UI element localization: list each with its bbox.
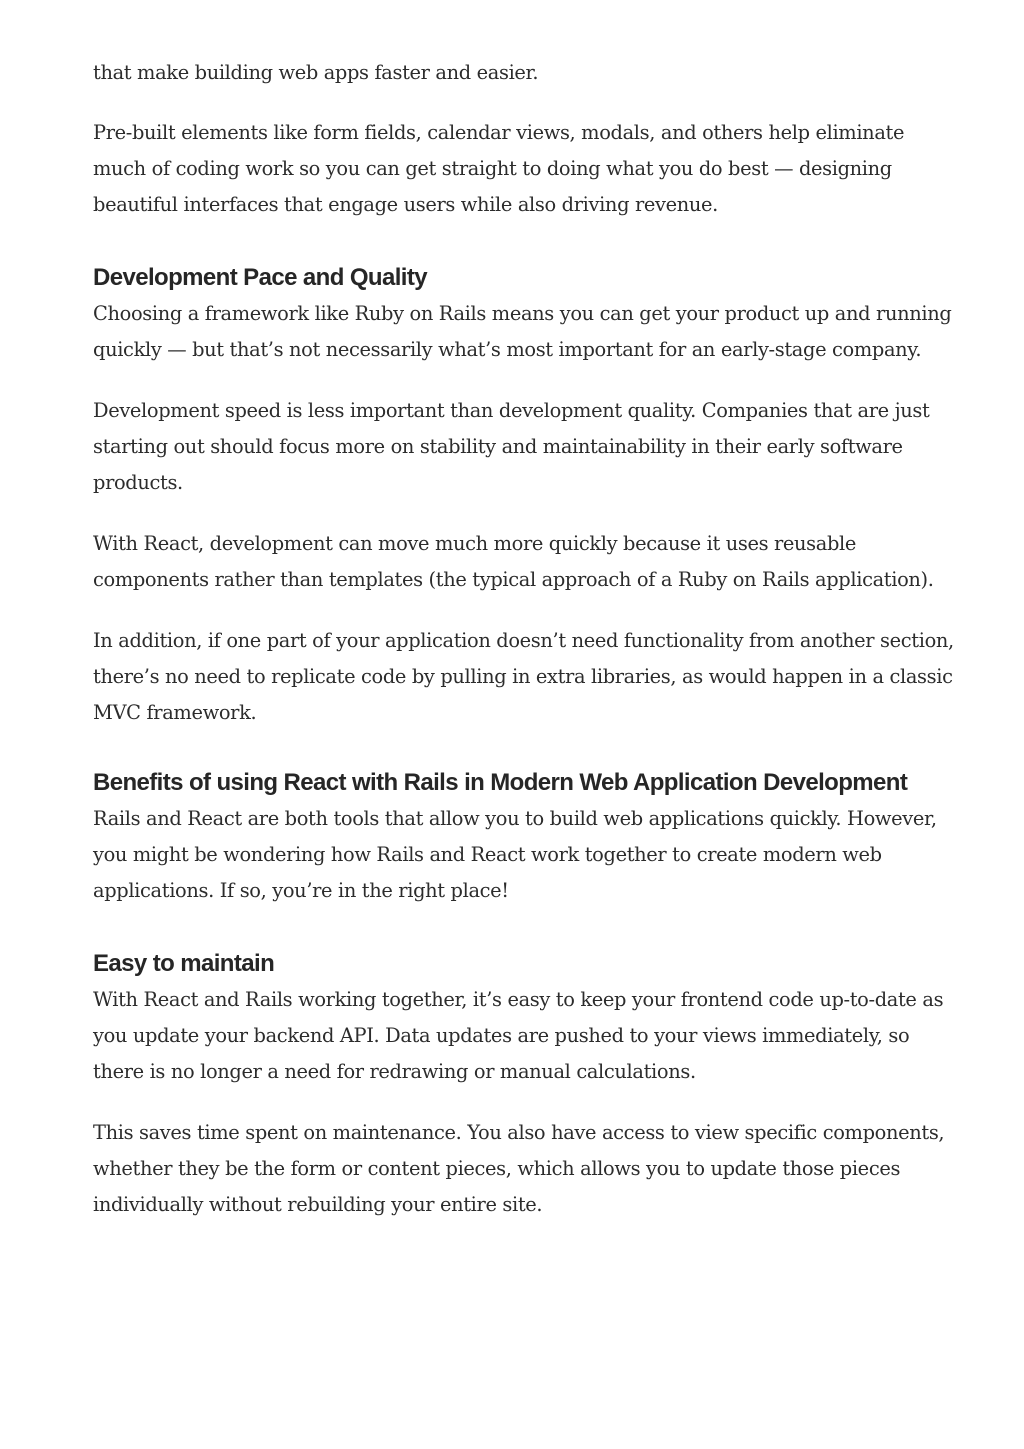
paragraph-pace-2: Development speed is less important than development quality. Companies that are just starting out should focus more on stability and maintainability in their early software products.: [93, 399, 930, 494]
article-body: [93, 55, 961, 1248]
paragraph-pace-1: Choosing a framework like Ruby on Rails means you can get your product up and running quickly — but that’s not necessarily what’s most important for an early-stage company.: [93, 302, 952, 361]
paragraph-pace-3: With React, development can move much more quickly because it uses reusable components rather than templates (the typical approach of a Ruby on Rails application).: [93, 532, 934, 591]
paragraph-maintain-1: With React and Rails working together, it’s easy to keep your frontend code up-to-date as you update your backend API. Data updates are pushed to your views immediately, so there is no longer a need for redrawing or manual calculations.: [93, 988, 944, 1083]
paragraph-benefits-1: Rails and React are both tools that allow you to build web applications quickly. However, you might be wondering how Rails and React work together to create modern web applications. If so, you’re in the right place!: [93, 807, 937, 902]
section-heading-benefits: Benefits of using React with Rails in Modern Web Application Development: [93, 769, 908, 796]
section-heading-easy-to-maintain: Easy to maintain: [93, 950, 275, 977]
paragraph-pace-4: In addition, if one part of your application doesn’t need functionality from another section, there’s no need to replicate code by pulling in extra libraries, as would happen in a classic MVC framework.: [93, 629, 954, 724]
section-heading-development-pace: Development Pace and Quality: [93, 264, 427, 291]
paragraph-maintain-2: This saves time spent on maintenance. You also have access to view specific components, whether they be the form or content pieces, which allows you to update those pieces individually without rebuilding your entire site.: [93, 1121, 945, 1216]
intro-paragraph: Pre-built elements like form fields, calendar views, modals, and others help eliminate much of coding work so you can get straight to doing what you do best — designing beautiful interfaces that engage users while also driving revenue.: [93, 121, 905, 216]
intro-continuation: that make building web apps faster and easier.: [93, 61, 539, 84]
